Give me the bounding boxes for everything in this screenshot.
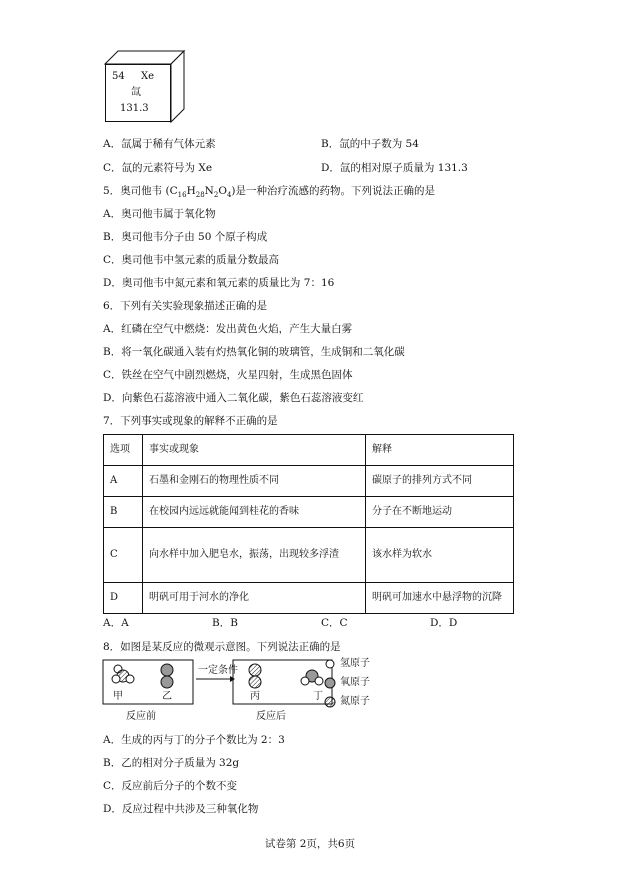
q8-option-d[interactable]: D．反应过程中共涉及三种氧化物 <box>103 803 259 815</box>
reaction-diagram <box>100 656 380 716</box>
table-cell: B <box>104 497 143 528</box>
table-cell: A <box>104 466 143 497</box>
q7-answer-c[interactable]: C．C <box>321 617 348 629</box>
legend-nitrogen-icon <box>325 697 335 707</box>
q6-option-c[interactable]: C．铁丝在空气中剧烈燃烧，火星四射，生成黑色固体 <box>103 369 353 381</box>
q7-stem: 7．下列事实或现象的解释不正确的是 <box>103 415 278 427</box>
q7-answer-d[interactable]: D．D <box>430 617 458 629</box>
label-before: 反应前 <box>126 711 156 722</box>
element-card <box>105 64 171 122</box>
q5-option-a[interactable]: A．奥司他韦属于氧化物 <box>103 208 216 220</box>
legend-oxygen: 氧原子 <box>340 677 370 688</box>
table-cell: 向水样中加入肥皂水，振荡，出现较多浮渣 <box>143 528 366 583</box>
q8-stem: 8．如图是某反应的微观示意图。下列说法正确的是 <box>103 641 341 653</box>
q5-option-c[interactable]: C．奥司他韦中氢元素的质量分数最高 <box>103 254 280 266</box>
legend-oxygen-icon <box>325 678 335 688</box>
table-cell: 在校园内远远就能闻到桂花的香味 <box>143 497 366 528</box>
q6-stem: 6．下列有关实验现象描述正确的是 <box>103 300 268 312</box>
q6-option-a[interactable]: A．红磷在空气中燃烧：发出黄色火焰，产生大量白雾 <box>103 323 353 335</box>
legend-nitrogen: 氮原子 <box>340 696 370 707</box>
table-header-row <box>104 435 514 466</box>
table-row <box>104 497 514 528</box>
table-cell: 分子在不断地运动 <box>366 497 514 528</box>
q4-option-a[interactable]: A．氙属于稀有气体元素 <box>103 138 216 150</box>
table-row <box>104 583 514 614</box>
label-after: 反应后 <box>256 711 286 722</box>
atomic-number: 54 <box>112 71 125 82</box>
atomic-mass: 131.3 <box>120 103 149 114</box>
q4-option-c[interactable]: C．氙的元素符号为 Xe <box>103 162 213 174</box>
table-cell: 明矾可加速水中悬浮物的沉降 <box>366 583 514 614</box>
table-cell: 碳原子的排列方式不同 <box>366 466 514 497</box>
element-symbol: Xe <box>141 71 155 82</box>
q7-answer-b[interactable]: B．B <box>212 617 238 629</box>
header-fact: 事实或现象 <box>143 435 366 466</box>
q7-answer-a[interactable]: A．A <box>103 617 129 629</box>
label-ding: 丁 <box>313 691 323 702</box>
table-row <box>104 528 514 583</box>
q6-option-d[interactable]: D．向紫色石蕊溶液中通入二氧化碳，紫色石蕊溶液变红 <box>103 392 364 404</box>
legend-hydrogen: 氢原子 <box>340 658 370 669</box>
q5-option-b[interactable]: B．奥司他韦分子由 50 个原子构成 <box>103 231 268 243</box>
page-footer: 试卷第 2页，共6页 <box>264 838 356 850</box>
q4-option-d[interactable]: D．氙的相对原子质量为 131.3 <box>321 162 468 174</box>
table-cell: 该水样为软水 <box>366 528 514 583</box>
q4-option-b[interactable]: B．氙的中子数为 54 <box>321 138 419 150</box>
q8-option-b[interactable]: B．乙的相对分子质量为 32g <box>103 757 240 769</box>
table-cell: C <box>104 528 143 583</box>
table-cell: D <box>104 583 143 614</box>
element-name: 氙 <box>131 87 141 98</box>
header-explanation: 解释 <box>366 435 514 466</box>
q7-table <box>103 434 514 614</box>
label-yi: 乙 <box>162 691 172 702</box>
q8-option-c[interactable]: C．反应前后分子的个数不变 <box>103 780 238 792</box>
table-cell: 明矾可用于河水的净化 <box>143 583 366 614</box>
header-option: 选项 <box>104 435 143 466</box>
table-cell: 石墨和金刚石的物理性质不同 <box>143 466 366 497</box>
reaction-condition: 一定条件 <box>198 665 238 676</box>
legend-hydrogen-icon <box>326 660 334 668</box>
q5-option-d[interactable]: D．奥司他韦中氮元素和氧元素的质量比为 7：16 <box>103 277 335 289</box>
q5-stem: 5．奥司他韦 $(C_{16}H_{28}N_2O_4)$是一种治疗流感的药物。下列说法正确的是 <box>103 185 436 200</box>
label-bing: 丙 <box>250 691 260 702</box>
q8-option-a[interactable]: A．生成的丙与丁的分子个数比为 2：3 <box>103 734 285 746</box>
q6-option-b[interactable]: B．将一氧化碳通入装有灼热氧化铜的玻璃管，生成铜和二氧化碳 <box>103 346 405 358</box>
label-jia: 甲 <box>113 691 123 702</box>
table-row <box>104 466 514 497</box>
